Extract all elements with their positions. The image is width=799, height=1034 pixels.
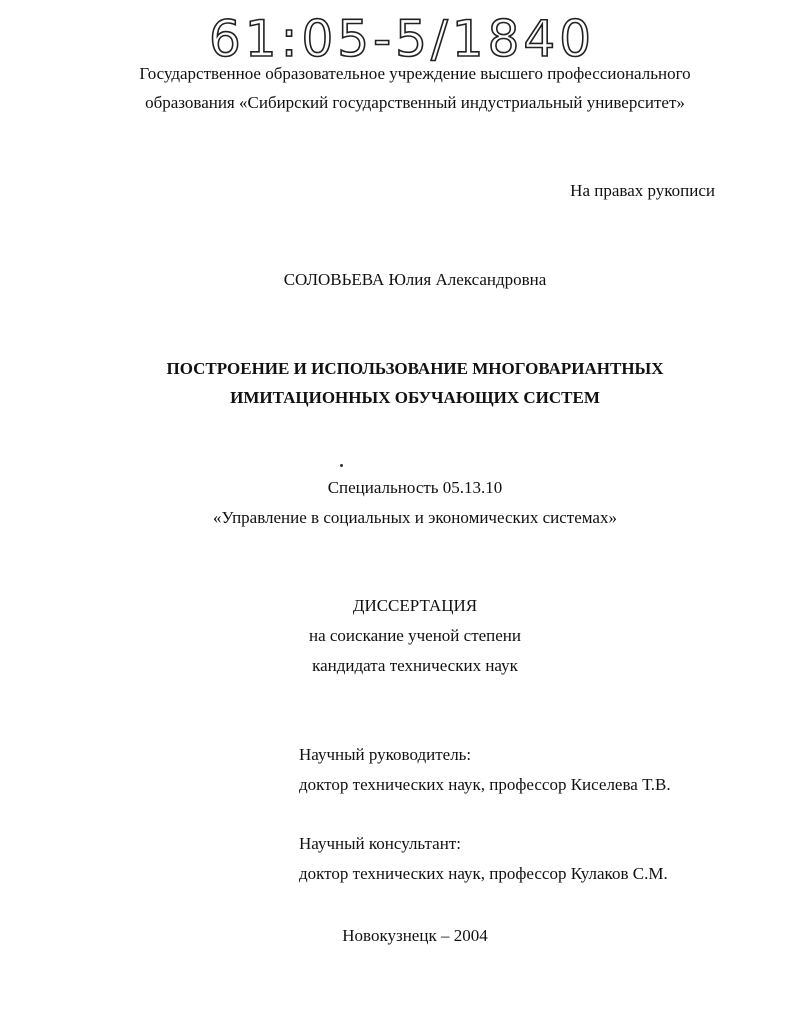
degree-heading: ДИССЕРТАЦИЯ — [352, 596, 478, 615]
supervisor-name: доктор технических наук, профессор Киселева Т.В. — [299, 775, 671, 794]
specialty-code: Специальность 05.13.10 — [327, 478, 503, 497]
institution-line-1: Государственное образовательное учреждение высшего профессионального — [139, 64, 691, 83]
archive-stamp-text: 61:05-5/1840 — [209, 10, 596, 68]
title-line-1: ПОСТРОЕНИЕ И ИСПОЛЬЗОВАНИЕ МНОГОВАРИАНТНЫХ — [166, 359, 664, 378]
place-and-year: Новокузнецк – 2004 — [342, 926, 488, 945]
specialty-name: «Управление в социальных и экономических системах» — [213, 508, 617, 527]
manuscript-note: На правах рукописи — [570, 181, 715, 200]
institution-line-2: образования «Сибирский государственный индустриальный университет» — [145, 93, 685, 112]
consultant-name: доктор технических наук, профессор Кулаков С.М. — [299, 864, 668, 883]
degree-line-2: кандидата технических наук — [312, 656, 518, 675]
scan-speck — [340, 464, 343, 467]
author-name: СОЛОВЬЕВА Юлия Александровна — [283, 270, 547, 289]
title-line-2: ИМИТАЦИОННЫХ ОБУЧАЮЩИХ СИСТЕМ — [230, 388, 600, 407]
consultant-label: Научный консультант: — [299, 834, 461, 853]
degree-line-1: на соискание ученой степени — [308, 626, 522, 645]
supervisor-label: Научный руководитель: — [299, 745, 472, 764]
